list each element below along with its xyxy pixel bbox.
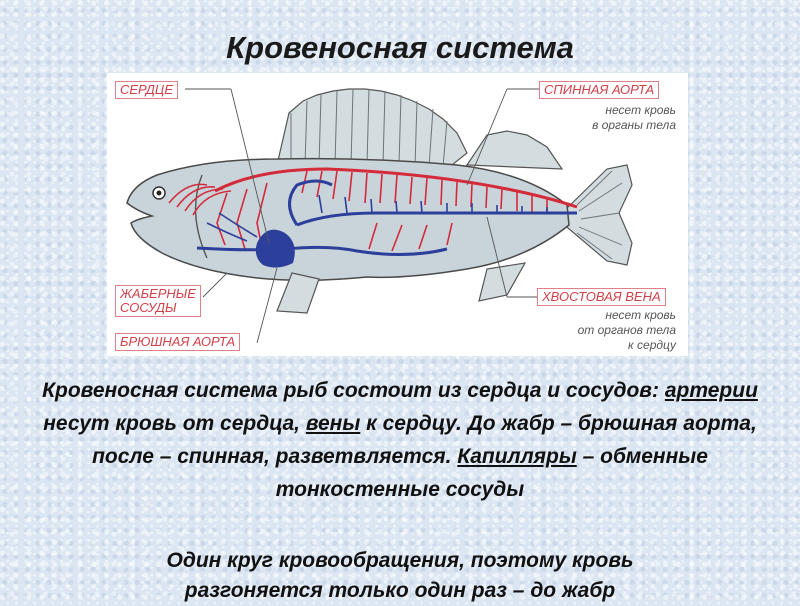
label-gill-vessels-line-1: ЖАБЕРНЫЕ: [120, 286, 196, 301]
footer-line-1: Один круг кровообращения, поэтому кровь: [166, 549, 634, 572]
paragraph-part-2: несут кровь от сердца,: [43, 412, 306, 435]
dorsal-aorta-note: [592, 103, 676, 133]
paragraph-part-1: Кровеносная система рыб состоит из сердца и сосудов:: [42, 379, 665, 402]
fish-circulatory-diagram: [107, 73, 688, 356]
label-dorsal-aorta: СПИННАЯ АОРТА: [539, 81, 659, 99]
label-gill-vessels: [115, 285, 201, 317]
footer-line-2: разгоняется только один раз – до жабр: [184, 579, 616, 602]
caudal-vein-note-line-1: несет кровь: [605, 308, 676, 322]
term-veins: вены: [305, 412, 361, 435]
term-capillaries: Капилляры: [457, 445, 577, 468]
label-ventral-aorta: БРЮШНАЯ АОРТА: [115, 333, 240, 351]
paragraph-part-4: – обменные тонкостенные сосуды: [275, 445, 708, 501]
caudal-vein-note: [578, 308, 676, 353]
page-title: Кровеносная система: [226, 30, 574, 65]
label-caudal-vein: ХВОСТОВАЯ ВЕНА: [537, 288, 666, 306]
footer-note: [20, 546, 780, 606]
label-gill-vessels-line-2: СОСУДЫ: [120, 300, 177, 315]
paragraph-part-3: к сердцу. До жабр – брюшная аорта, после – спинная, разветвляется.: [92, 412, 757, 468]
caudal-vein-note-line-3: к сердцу: [628, 338, 676, 352]
term-arteries: артерии: [664, 379, 758, 402]
label-heart: СЕРДЦЕ: [115, 81, 178, 99]
dorsal-aorta-note-line-1: несет кровь: [605, 103, 676, 117]
tail-fin: [562, 165, 632, 265]
fish-body: [127, 159, 569, 281]
caudal-vein-note-line-2: от органов тела: [577, 323, 676, 337]
description-paragraph: [20, 374, 780, 506]
anal-fin: [479, 263, 525, 301]
dorsal-aorta-note-line-2: в органы тела: [592, 118, 676, 132]
